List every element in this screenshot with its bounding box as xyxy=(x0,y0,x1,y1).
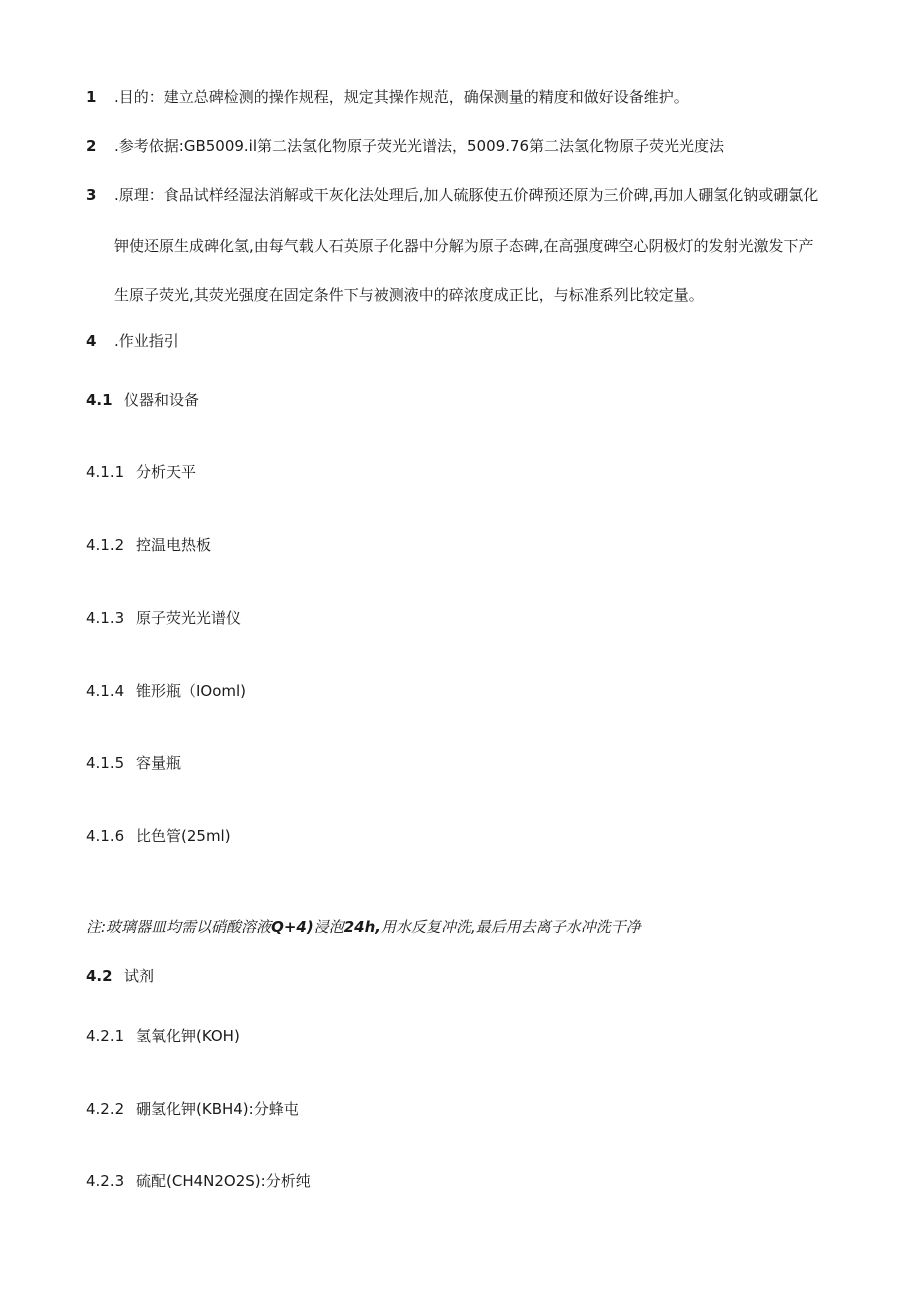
section-1-purpose xyxy=(86,86,689,107)
section-text-line-1: .原理：食品试样经湿法消解或干灰化法处理后,加人硫豚使五价碑预还原为三价碑,再加人硼氢化钠或硼氯化 xyxy=(114,186,819,204)
section-text-line-2: 钾使还原生成碑化氢,由每气载人石英原子化器中分解为原子态碑,在高强度碑空心阴极灯的发射光激发下产 xyxy=(114,237,814,255)
item-text: 原子荧光光谱仪 xyxy=(136,609,242,627)
section-4-2-heading xyxy=(86,965,154,986)
list-item xyxy=(86,607,241,628)
note-part: 浸泡 xyxy=(313,918,344,936)
item-number: 4.1.2 xyxy=(86,536,125,554)
glassware-note xyxy=(86,916,641,937)
list-item xyxy=(86,752,181,773)
item-number: 4.2.3 xyxy=(86,1172,125,1190)
item-text: 锥形瓶（IOoml) xyxy=(136,682,247,700)
item-text: 容量瓶 xyxy=(136,754,182,772)
section-number: 4.1 xyxy=(86,391,113,409)
item-number: 4.2.1 xyxy=(86,1027,125,1045)
section-text: .作业指引 xyxy=(114,332,179,350)
list-item xyxy=(86,534,211,555)
note-part: 用水反复冲洗,最后用去离子水冲洗干净 xyxy=(380,918,641,936)
item-number: 4.2.2 xyxy=(86,1100,125,1118)
section-2-reference xyxy=(86,135,724,156)
list-item xyxy=(86,680,246,701)
section-4-guidance xyxy=(86,330,179,351)
list-item xyxy=(86,1025,240,1046)
section-text: .目的：建立总碑检测的操作规程，规定其操作规范，确保测量的精度和做好设备维护。 xyxy=(114,88,689,106)
list-item xyxy=(86,1170,311,1191)
note-part: Q+4) xyxy=(271,918,314,936)
item-number: 4.1.4 xyxy=(86,682,125,700)
section-number: 3 xyxy=(86,186,97,204)
section-text-line-3: 生原子荧光,其荧光强度在固定条件下与被测液中的碎浓度成正比，与标准系列比较定量。 xyxy=(114,286,704,304)
section-number: 2 xyxy=(86,137,97,155)
section-title: 仪器和设备 xyxy=(124,391,200,409)
item-number: 4.1.1 xyxy=(86,463,125,481)
list-item xyxy=(86,825,231,846)
item-number: 4.1.3 xyxy=(86,609,125,627)
item-text: 控温电热板 xyxy=(136,536,212,554)
note-part: 24h, xyxy=(343,918,381,936)
section-4-1-heading xyxy=(86,389,199,410)
note-part: 注:玻璃器皿均需以硝酸溶液 xyxy=(86,918,272,936)
item-text: 分析天平 xyxy=(136,463,197,481)
item-text: 比色管(25ml) xyxy=(136,827,231,845)
item-number: 4.1.5 xyxy=(86,754,125,772)
item-text: 硫配(CH4N2O2S):分析纯 xyxy=(136,1172,311,1190)
section-number: 4 xyxy=(86,332,97,350)
section-number: 4.2 xyxy=(86,967,113,985)
item-text: 氢氧化钾(KOH) xyxy=(136,1027,240,1045)
list-item xyxy=(86,1098,299,1119)
item-number: 4.1.6 xyxy=(86,827,125,845)
item-text: 硼氢化钾(KBH4):分蜂屯 xyxy=(136,1100,299,1118)
section-text: .参考依据:GB5009.il第二法氢化物原子荧光光谱法，5009.76第二法氢化物原子荧光光度法 xyxy=(114,137,725,155)
section-title: 试剂 xyxy=(124,967,155,985)
section-number: 1 xyxy=(86,88,97,106)
section-3-principle xyxy=(86,184,818,205)
list-item xyxy=(86,461,196,482)
